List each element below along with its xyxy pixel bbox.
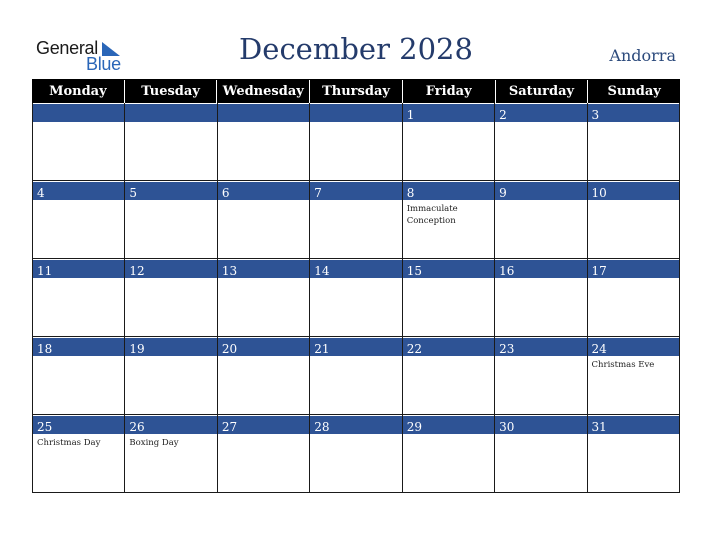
day-number-band [310, 259, 401, 279]
day-number: 23 [499, 342, 515, 356]
day-number [310, 108, 314, 122]
country-label: Andorra [609, 46, 676, 65]
day-number: 10 [591, 186, 607, 200]
calendar-day-cell[interactable] [402, 337, 494, 414]
day-number [218, 108, 222, 122]
day-number: 22 [406, 342, 422, 356]
logo-general-text: General [36, 38, 98, 58]
holiday-label [33, 123, 124, 125]
day-number: 5 [129, 186, 138, 200]
weekday-saturday: Saturday [495, 80, 588, 103]
day-number: 2 [499, 108, 507, 122]
calendar-day-cell[interactable] [124, 337, 216, 414]
calendar-grid [32, 79, 680, 493]
day-number-band [588, 415, 679, 435]
calendar-week-row [32, 259, 680, 337]
day-number-band [218, 259, 309, 279]
day-number: 31 [591, 420, 607, 434]
day-number-band [218, 103, 309, 123]
weekday-thursday: Thursday [309, 80, 402, 103]
day-number-band [218, 337, 309, 357]
day-number-band [125, 415, 216, 435]
calendar-day-cell[interactable] [309, 181, 401, 258]
calendar-day-cell[interactable] [217, 415, 309, 492]
calendar-day-cell[interactable] [32, 259, 124, 336]
day-number-band [310, 103, 401, 123]
calendar-day-cell[interactable] [217, 181, 309, 258]
weekday-wednesday: Wednesday [216, 80, 309, 103]
holiday-label [218, 123, 309, 125]
day-number: 25 [37, 420, 53, 434]
calendar-week-row [32, 415, 680, 493]
calendar-day-cell[interactable] [587, 337, 680, 414]
holiday-label [310, 123, 401, 125]
day-number-band [588, 337, 679, 357]
day-number-band [403, 415, 494, 435]
day-number: 8 [406, 186, 415, 200]
holiday-label [588, 123, 679, 125]
holiday-label [125, 201, 216, 203]
day-number: 19 [129, 342, 145, 356]
calendar-day-cell[interactable] [217, 103, 309, 180]
day-number: 4 [37, 186, 45, 200]
day-number: 9 [499, 186, 507, 200]
day-number-band [125, 181, 216, 201]
day-number-band [218, 415, 309, 435]
day-number-band [310, 337, 401, 357]
day-number: 13 [221, 264, 238, 278]
holiday-label: Boxing Day [129, 438, 179, 448]
calendar-week-row [32, 337, 680, 415]
day-number-band [495, 103, 586, 123]
calendar-day-cell[interactable] [124, 103, 216, 180]
calendar-day-cell[interactable] [402, 259, 494, 336]
day-number: 28 [314, 420, 330, 434]
holiday-label: Christmas Day [37, 438, 101, 448]
day-number-band [403, 103, 494, 123]
calendar-day-cell[interactable] [32, 415, 124, 492]
day-number-band [33, 103, 124, 123]
day-number-band [33, 337, 124, 357]
day-number: 30 [499, 420, 515, 434]
holiday-label [495, 123, 586, 125]
day-number [33, 108, 37, 122]
calendar-week-row [32, 103, 680, 181]
calendar-day-cell[interactable] [494, 337, 586, 414]
holiday-label: Immaculate Conception [406, 204, 458, 226]
holiday-label [125, 123, 216, 125]
holiday-label [33, 201, 124, 203]
day-number-band [495, 259, 586, 279]
day-number-band [125, 259, 216, 279]
day-number-band [588, 259, 679, 279]
day-number: 1 [406, 108, 415, 122]
calendar-day-cell[interactable] [494, 259, 586, 336]
day-number-band [403, 259, 494, 279]
calendar-day-cell[interactable] [124, 181, 216, 258]
calendar-day-cell[interactable] [124, 259, 216, 336]
day-number: 14 [314, 264, 330, 278]
calendar-day-cell[interactable] [494, 103, 586, 180]
day-number-band [403, 181, 494, 201]
day-number-band [495, 415, 586, 435]
day-number: 12 [129, 264, 145, 278]
calendar-day-cell[interactable] [587, 103, 680, 180]
calendar-day-cell[interactable] [217, 259, 309, 336]
calendar-weeks [32, 103, 680, 493]
calendar-day-cell[interactable] [587, 181, 680, 258]
calendar-day-cell[interactable] [124, 415, 216, 492]
day-number-band [495, 181, 586, 201]
holiday-label [403, 123, 494, 125]
day-number-band [310, 181, 401, 201]
day-number: 29 [406, 420, 422, 434]
day-number: 24 [591, 342, 607, 356]
holiday-label [495, 201, 586, 203]
day-number: 26 [129, 420, 145, 434]
page-title: December 2028 [239, 32, 473, 66]
calendar-day-cell[interactable] [309, 415, 401, 492]
day-number: 21 [314, 342, 330, 356]
calendar-day-cell[interactable] [494, 181, 586, 258]
calendar-day-cell[interactable] [32, 337, 124, 414]
day-number-band [218, 181, 309, 201]
calendar-day-cell[interactable] [402, 103, 494, 180]
day-number: 17 [591, 264, 607, 278]
calendar-day-cell[interactable] [494, 415, 586, 492]
day-number-band [588, 103, 679, 123]
calendar-day-cell[interactable] [32, 103, 124, 180]
logo-blue-text: Blue [86, 54, 121, 74]
day-number-band [33, 259, 124, 279]
day-number: 20 [221, 342, 238, 356]
calendar-day-cell[interactable] [309, 337, 401, 414]
holiday-label [218, 201, 309, 203]
day-number-band [33, 415, 124, 435]
weekday-monday: Monday [49, 84, 107, 99]
holiday-label [310, 201, 401, 203]
day-number-band [310, 415, 401, 435]
day-number: 15 [406, 264, 422, 278]
calendar-day-cell[interactable] [587, 415, 680, 492]
calendar-day-cell[interactable] [402, 181, 494, 258]
day-number: 18 [37, 342, 53, 356]
calendar-day-cell[interactable] [217, 337, 309, 414]
day-number-band [125, 103, 216, 123]
calendar-day-cell[interactable] [402, 415, 494, 492]
day-number: 7 [314, 186, 322, 200]
day-number-band [495, 337, 586, 357]
holiday-label: Christmas Eve [591, 360, 655, 370]
weekday-header [32, 79, 680, 103]
day-number [125, 108, 129, 122]
day-number: 6 [221, 186, 230, 200]
day-number: 27 [221, 420, 238, 434]
weekday-friday: Friday [402, 80, 495, 103]
calendar-week-row [32, 181, 680, 259]
weekday-sunday: Sunday [587, 80, 680, 103]
day-number-band [403, 337, 494, 357]
calendar-day-cell[interactable] [587, 259, 680, 336]
calendar-day-cell[interactable] [309, 259, 401, 336]
day-number: 16 [499, 264, 515, 278]
day-number-band [588, 181, 679, 201]
day-number: 3 [591, 108, 600, 122]
calendar-day-cell[interactable] [309, 103, 401, 180]
weekday-tuesday: Tuesday [124, 80, 217, 103]
day-number-band [33, 181, 124, 201]
calendar-day-cell[interactable] [32, 181, 124, 258]
day-number: 11 [37, 264, 53, 278]
day-number-band [125, 337, 216, 357]
